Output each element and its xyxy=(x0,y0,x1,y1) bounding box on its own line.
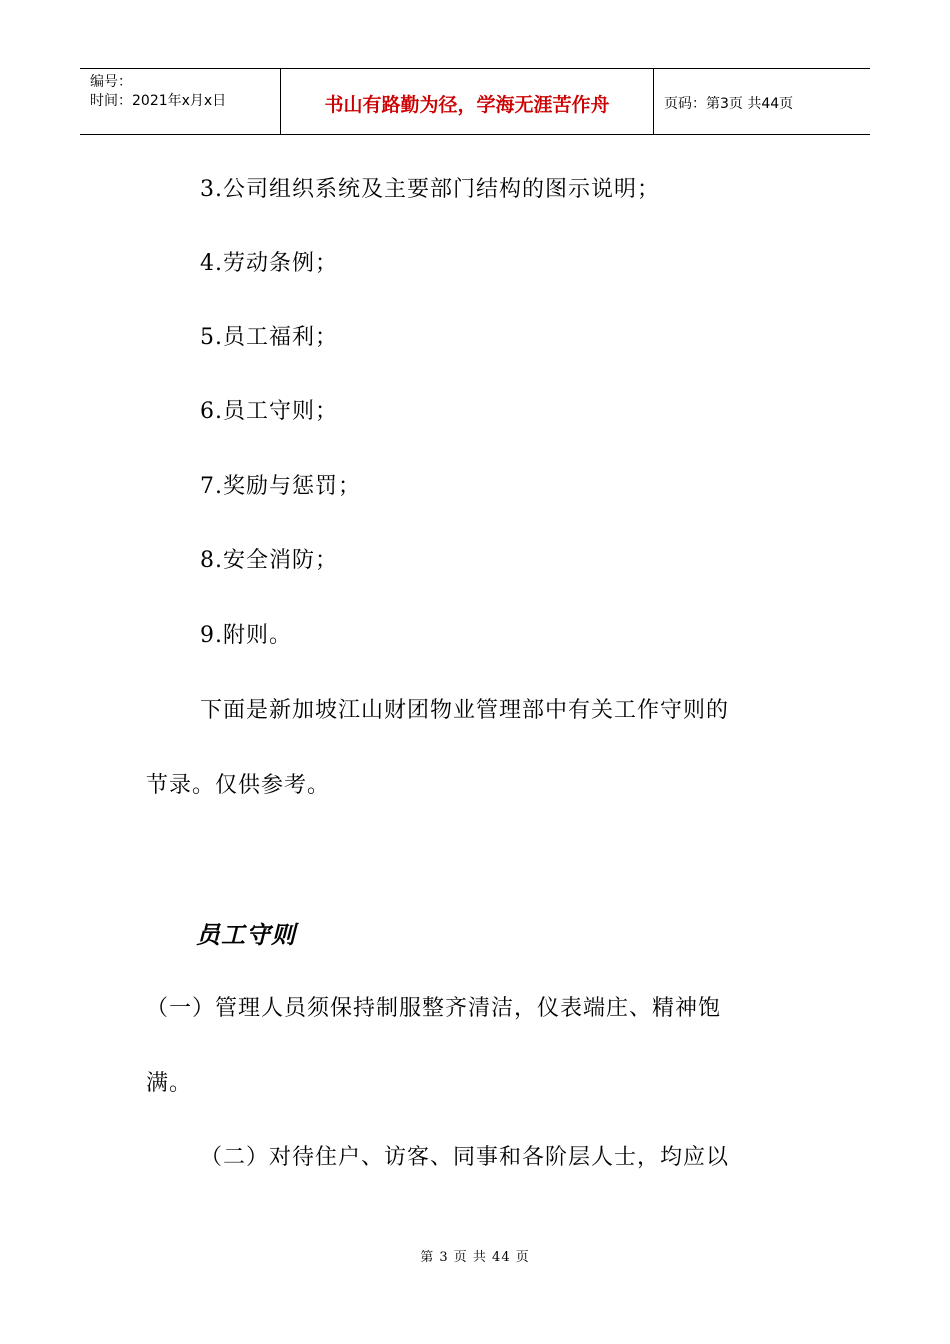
list-item: 9.附则。 xyxy=(200,623,292,648)
document-date: 时间：2021年x月x日 xyxy=(90,93,227,109)
list-item: 5.员工福利； xyxy=(200,325,338,350)
rule-paragraph-line: （二）对待住户、访客、同事和各阶层人士，均应以 xyxy=(200,1145,730,1170)
section-title: 员工守则 xyxy=(196,921,296,949)
list-item: 6.员工守则； xyxy=(200,399,338,424)
list-item: 3.公司组织系统及主要部门结构的图示说明； xyxy=(200,177,660,202)
list-item: 4.劳动条例； xyxy=(200,251,338,276)
header-meta xyxy=(80,69,281,134)
list-item: 8.安全消防； xyxy=(200,548,338,573)
page-header xyxy=(80,68,870,135)
header-page-number: 页码：第3页 共44页 xyxy=(664,95,794,112)
list-item: 7.奖励与惩罚； xyxy=(200,474,361,499)
header-motto: 书山有路勤为径，学海无涯苦作舟 xyxy=(281,69,654,134)
page-footer: 第 3 页 共 44 页 xyxy=(420,1250,530,1265)
document-number-label: 编号： xyxy=(90,74,132,90)
rule-paragraph-line: 满。 xyxy=(146,1071,193,1096)
intro-paragraph-line: 节录。仅供参考。 xyxy=(146,773,331,798)
intro-paragraph-line: 下面是新加坡江山财团物业管理部中有关工作守则的 xyxy=(200,698,730,723)
rule-paragraph-line: （一）管理人员须保持制服整齐清洁，仪表端庄、精神饱 xyxy=(146,996,722,1021)
